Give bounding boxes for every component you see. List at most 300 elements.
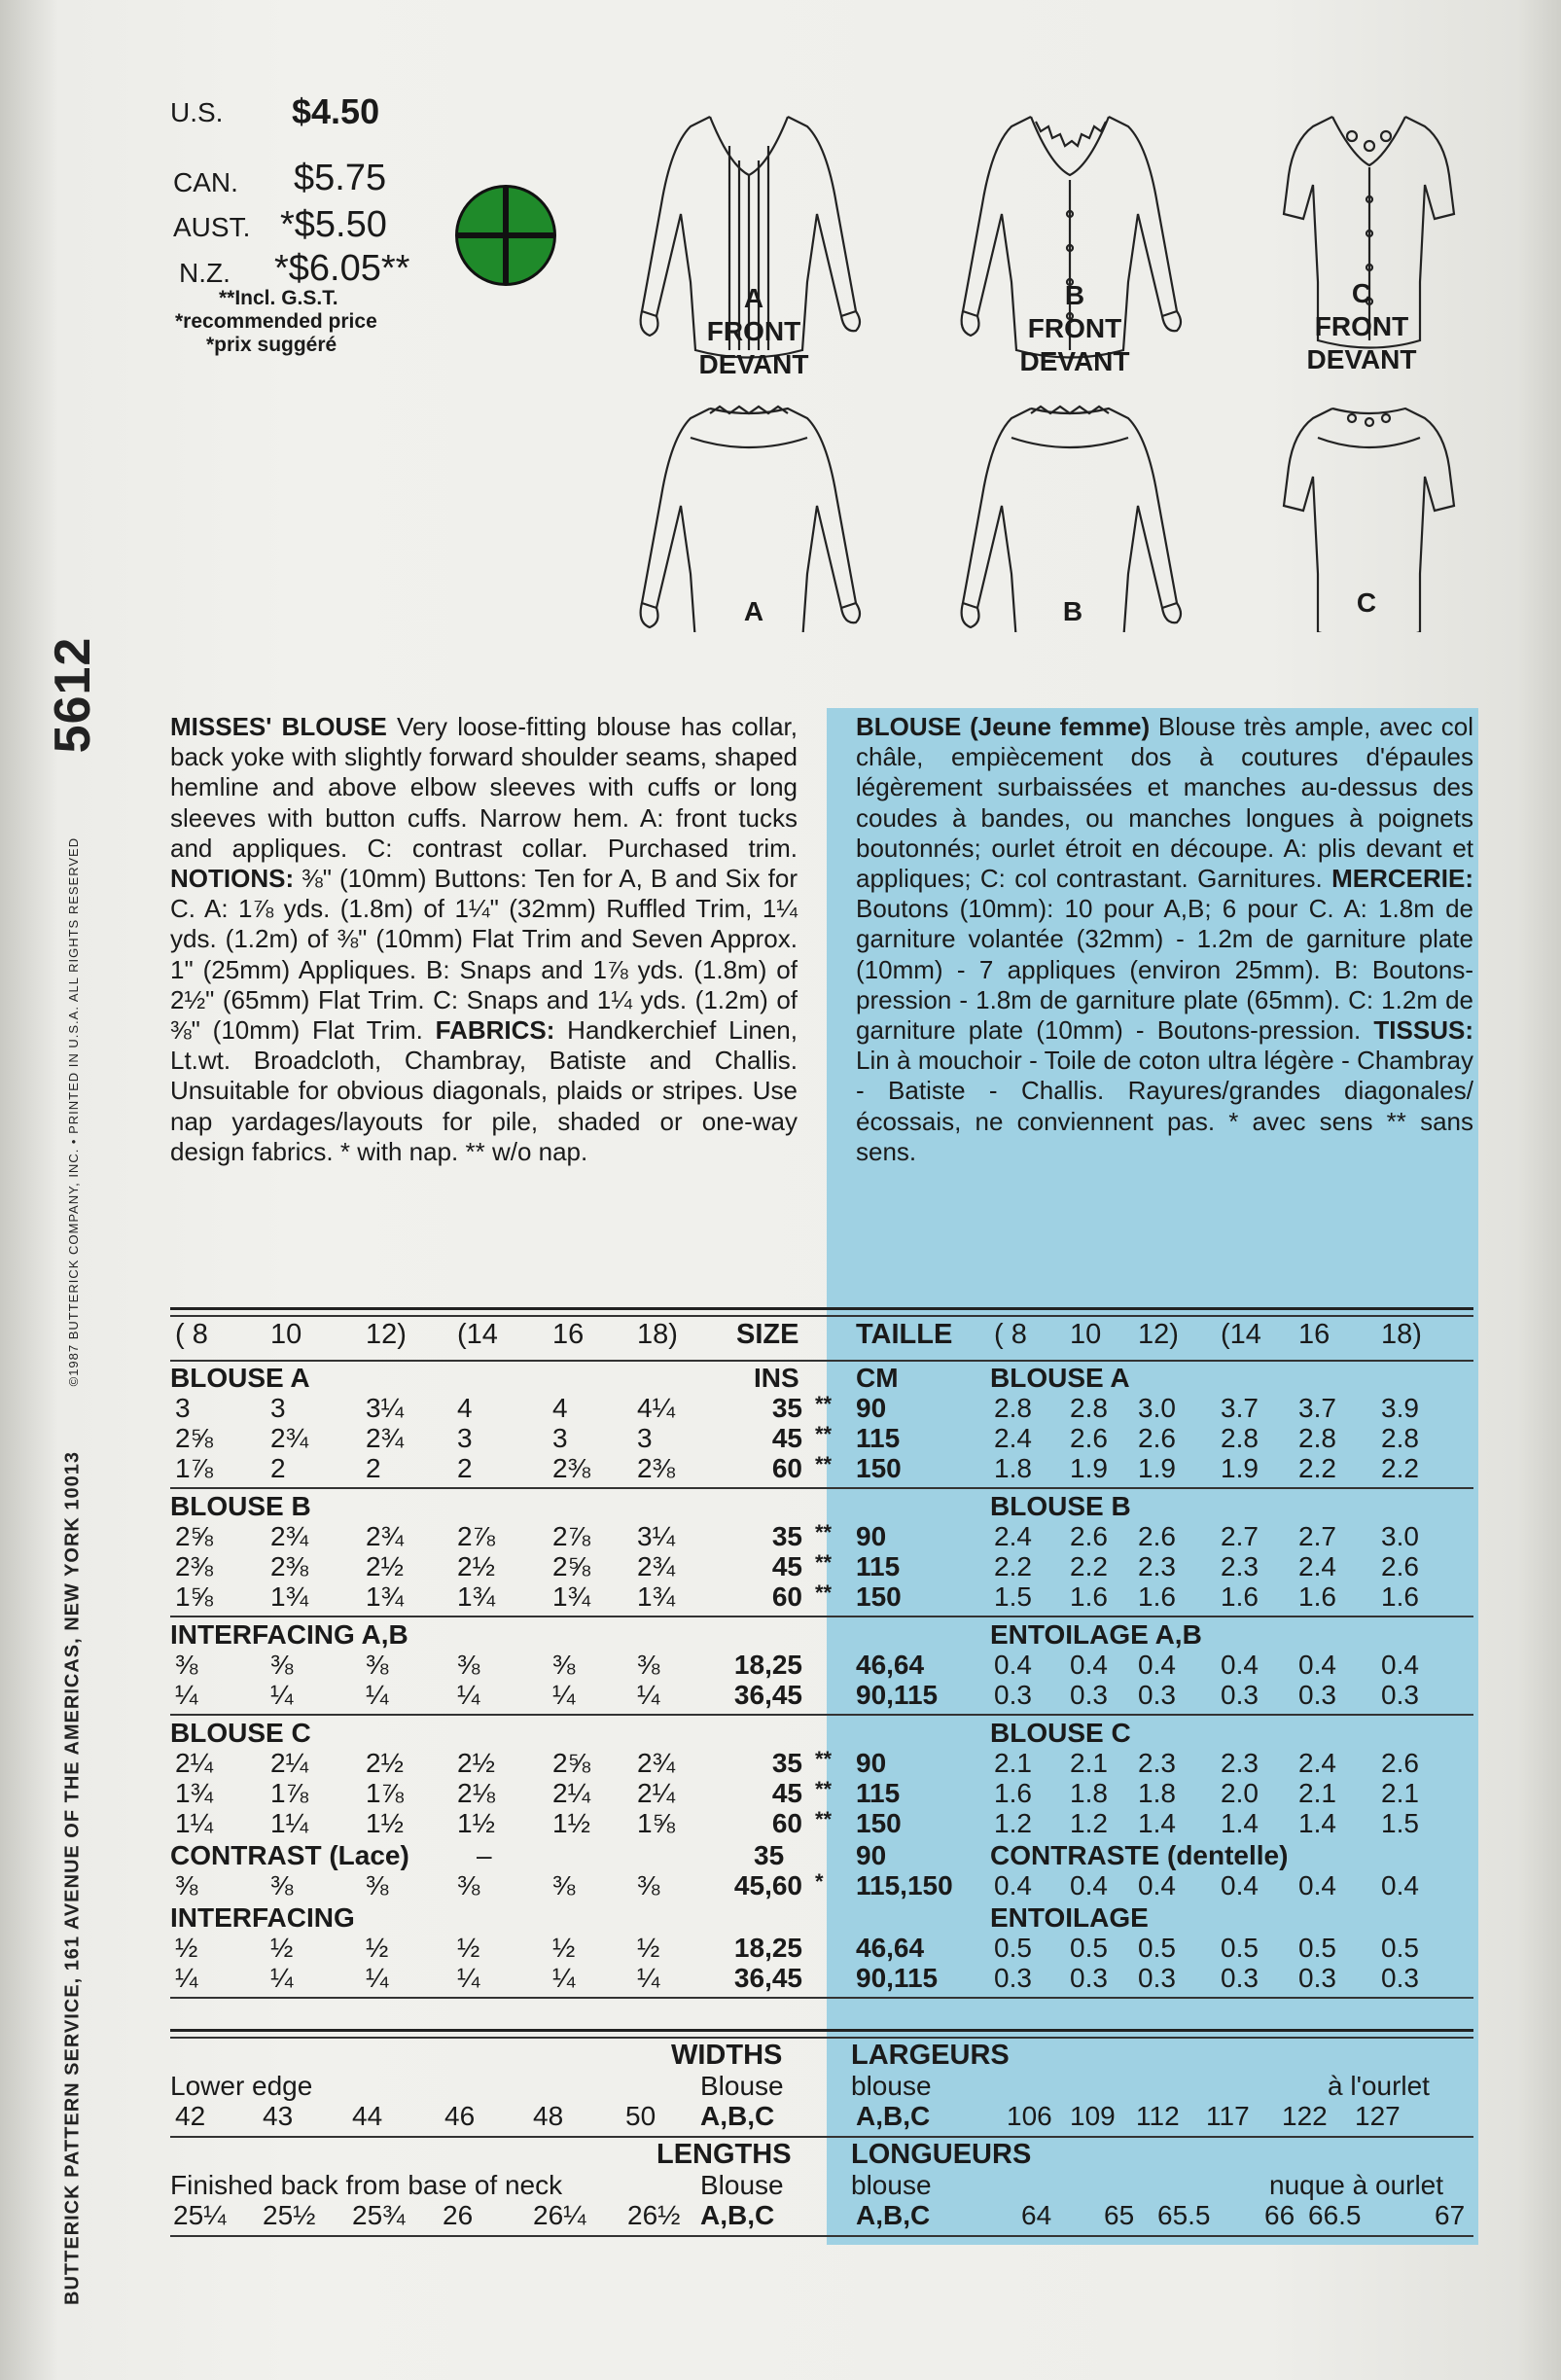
nap-marker: ** bbox=[815, 1747, 833, 1771]
description-french: BLOUSE (Jeune femme) Blouse très ample, avec col châle, empiècement dos à coutures d'épaules légèrement surbaissées et manches au-dessus des coudes à bandes, ou manches longues à poignets boutonnés; ourlet étroit en découpe. A: plis devant et appliques; C: col contrastant. Garnitures. MERCERIE: Boutons (10mm): 10 pour A,B; 6 pour C. A: 1.8m de garniture volantée (32mm) - 1.2m de garniture plate (10mm) - 7 appliques (environ 25mm). B: Boutons-pression - 1.8m de garniture plate (65mm). C: 1.2m de garniture plate (10mm) - Boutons-pression. TISSUS: Lin à mouchoir - Toile de coton ultra légère - Chambray - Batiste - Challis. Rayures/grandes diagonales/écossais, ne conviennent pas. * avec sens ** sans sens. bbox=[856, 712, 1473, 1166]
registration-mark-icon bbox=[455, 185, 556, 286]
yardage-en: ⅜ bbox=[552, 1650, 576, 1680]
size-header-rule bbox=[170, 1360, 1473, 1362]
nap-marker: ** bbox=[815, 1777, 833, 1801]
section-label-fr: BLOUSE B bbox=[990, 1491, 1131, 1521]
size-header-fr: 12) bbox=[1138, 1319, 1179, 1350]
section-rule bbox=[170, 1616, 1473, 1617]
size-header-en: ( 8 bbox=[175, 1319, 208, 1350]
yardage-en: 2⅜ bbox=[637, 1453, 675, 1483]
yardage-fr: 2.3 bbox=[1138, 1551, 1176, 1581]
section-label-en: BLOUSE B bbox=[170, 1491, 311, 1521]
lengths-rule bbox=[170, 2136, 1473, 2138]
view-b-front-label: B FRONT DEVANT bbox=[1019, 280, 1130, 376]
width-fr: 117 bbox=[1206, 2101, 1250, 2131]
yardage-fr: 2.1 bbox=[994, 1748, 1032, 1778]
length-fr: 67 bbox=[1435, 2200, 1466, 2230]
yardage-en: 3¼ bbox=[366, 1393, 404, 1423]
us-price: $4.50 bbox=[292, 91, 380, 131]
section-label-en: BLOUSE C bbox=[170, 1718, 311, 1748]
unit-en: 35 bbox=[754, 1840, 785, 1870]
yardage-en: 2 bbox=[270, 1453, 286, 1483]
length-en: 25½ bbox=[263, 2200, 316, 2230]
width-fr: 112 bbox=[1136, 2101, 1180, 2131]
yardage-fr: 2.3 bbox=[1138, 1748, 1176, 1778]
largeurs-title: LARGEURS bbox=[851, 2040, 1010, 2071]
yardage-en: ½ bbox=[552, 1933, 576, 1963]
yardage-fr: 2.3 bbox=[1221, 1748, 1259, 1778]
nz-label: N.Z. bbox=[179, 258, 231, 288]
fabric-width-en: 45,60 bbox=[733, 1870, 802, 1900]
yardage-en: 2½ bbox=[457, 1551, 495, 1581]
yardage-fr: 1.5 bbox=[994, 1581, 1032, 1612]
yardage-fr: 0.4 bbox=[1221, 1870, 1259, 1900]
yardage-fr: 1.6 bbox=[1070, 1581, 1108, 1612]
section-label-fr: ENTOILAGE bbox=[990, 1902, 1149, 1933]
yardage-en: 2 bbox=[366, 1453, 381, 1483]
length-en: 26½ bbox=[627, 2200, 681, 2230]
fabric-width-en: 35 bbox=[771, 1521, 802, 1551]
yardage-en: ½ bbox=[637, 1933, 660, 1963]
fabric-width-en: 18,25 bbox=[733, 1933, 802, 1963]
width-en: 50 bbox=[625, 2101, 656, 2131]
width-fr: 127 bbox=[1355, 2101, 1401, 2131]
yardage-fr: 0.5 bbox=[1138, 1933, 1176, 1963]
yardage-en: 1⅝ bbox=[637, 1808, 675, 1838]
yardage-fr: 1.6 bbox=[994, 1778, 1032, 1808]
lengths-title: LENGTHS bbox=[656, 2139, 792, 2170]
yardage-en: ⅜ bbox=[552, 1870, 576, 1900]
yardage-fr: 0.3 bbox=[1070, 1680, 1108, 1710]
yardage-fr: 2.4 bbox=[994, 1423, 1032, 1453]
copyright-notice: ©1987 BUTTERICK COMPANY, INC. • PRINTED IN U.S.A. ALL RIGHTS RESERVED bbox=[66, 836, 82, 1387]
yardage-en: ¼ bbox=[457, 1963, 480, 1993]
width-en: 46 bbox=[444, 2101, 476, 2131]
fabric-width-en: 45 bbox=[771, 1423, 802, 1453]
yardage-fr: 1.9 bbox=[1070, 1453, 1108, 1483]
yardage-fr: 0.5 bbox=[1070, 1933, 1108, 1963]
fabric-width-en: 60 bbox=[771, 1581, 802, 1612]
size-header-en: 12) bbox=[366, 1319, 407, 1350]
view-c-back-label: C bbox=[1356, 587, 1377, 618]
yardage-en: ⅜ bbox=[175, 1870, 198, 1900]
nap-marker: * bbox=[815, 1869, 824, 1894]
yardage-fr: 0.4 bbox=[994, 1650, 1032, 1680]
width-en: 48 bbox=[533, 2101, 564, 2131]
taille-label: TAILLE bbox=[856, 1319, 953, 1350]
yardage-fr: 2.7 bbox=[1298, 1521, 1336, 1551]
yardage-fr: 1.2 bbox=[1070, 1808, 1108, 1838]
table-top-rule-2 bbox=[170, 1315, 1473, 1317]
yardage-fr: 2.8 bbox=[1070, 1393, 1108, 1423]
widths-views-fr: A,B,C bbox=[856, 2101, 931, 2131]
yardage-en: ⅜ bbox=[270, 1870, 294, 1900]
unit-fr: 90 bbox=[856, 1840, 887, 1870]
size-label: SIZE bbox=[736, 1319, 799, 1350]
recommended-note: *recommended price bbox=[175, 310, 377, 333]
yardage-en: 2 bbox=[457, 1453, 473, 1483]
yardage-fr: 0.3 bbox=[1381, 1680, 1419, 1710]
table-top-rule bbox=[170, 1307, 1473, 1310]
yardage-en: ½ bbox=[270, 1933, 294, 1963]
yardage-fr: 0.3 bbox=[1221, 1963, 1259, 1993]
yardage-en: 2⅝ bbox=[552, 1748, 590, 1778]
yardage-en: 2¾ bbox=[270, 1423, 308, 1453]
yardage-fr: 2.6 bbox=[1138, 1423, 1176, 1453]
yardage-en: ⅜ bbox=[637, 1870, 660, 1900]
nz-price: *$6.05** bbox=[274, 248, 410, 289]
fabric-width-fr: 115 bbox=[856, 1778, 901, 1808]
yardage-en: ⅜ bbox=[366, 1870, 389, 1900]
lengths-blouse-fr: blouse bbox=[851, 2170, 932, 2200]
size-header-en: (14 bbox=[457, 1319, 498, 1350]
fabric-width-fr: 46,64 bbox=[856, 1933, 925, 1963]
yardage-en: ⅜ bbox=[175, 1650, 198, 1680]
size-header-en: 18) bbox=[637, 1319, 678, 1350]
section-label-fr: BLOUSE C bbox=[990, 1718, 1131, 1748]
yardage-fr: 0.5 bbox=[1221, 1933, 1259, 1963]
widths-title: WIDTHS bbox=[671, 2040, 783, 2071]
yardage-en: 1¾ bbox=[366, 1581, 404, 1612]
yardage-en: ⅜ bbox=[270, 1650, 294, 1680]
length-fr: 66.5 bbox=[1308, 2200, 1362, 2230]
yardage-fr: 2.7 bbox=[1221, 1521, 1259, 1551]
yardage-en: 2¾ bbox=[366, 1423, 404, 1453]
yardage-fr: 2.4 bbox=[1298, 1748, 1336, 1778]
yardage-en: ⅜ bbox=[457, 1870, 480, 1900]
section-label-en: INTERFACING bbox=[170, 1902, 355, 1933]
yardage-en: 1⅝ bbox=[175, 1581, 213, 1612]
fabric-width-fr: 150 bbox=[856, 1581, 902, 1612]
view-c-front-label: C FRONT DEVANT bbox=[1306, 278, 1417, 374]
yardage-en: ½ bbox=[175, 1933, 198, 1963]
yardage-fr: 1.5 bbox=[1381, 1808, 1419, 1838]
yardage-fr: 2.1 bbox=[1070, 1748, 1108, 1778]
fabric-width-en: 35 bbox=[771, 1393, 802, 1423]
yardage-en: ⅜ bbox=[366, 1650, 389, 1680]
section-rule bbox=[170, 1997, 1473, 1999]
yardage-fr: 3.0 bbox=[1138, 1393, 1176, 1423]
widths-blouse-en: Blouse bbox=[700, 2071, 784, 2101]
yardage-fr: 1.2 bbox=[994, 1808, 1032, 1838]
yardage-en: 2¼ bbox=[637, 1778, 675, 1808]
yardage-en: 1½ bbox=[552, 1808, 590, 1838]
width-en: 42 bbox=[175, 2101, 206, 2131]
fabric-width-en: 60 bbox=[771, 1453, 802, 1483]
yardage-fr: 0.4 bbox=[1298, 1650, 1336, 1680]
description-english: MISSES' BLOUSE Very loose-fitting blouse has collar, back yoke with slightly forward shoulder seams, shaped hemline and above elbow sleeves with cuffs or long sleeves with button cuffs. Narrow hem. A: front tucks and appliques. C: contrast collar. Purchased trim. NOTIONS: ⅜" (10mm) Buttons: Ten for A, B and Six for C. A: 1⅞ yds. (1.8m) of 1¼" (32mm) Ruffled Trim, 1¼ yds. (1.2m) of ⅜" (10mm) Flat Trim and Seven Approx. 1" (25mm) Appliques. B: Snaps and 1⅞ yds. (1.8m) of 2½" (65mm) Flat Trim. C: Snaps and 1¼ yds. (1.2m) of ⅜" (10mm) Flat Trim. FABRICS: Handkerchief Linen, Lt.wt. Broadcloth, Chambray, Batiste and Challis. Unsuitable for obvious diagonals, plaids or stripes. Use nap yardages/layouts for pile, shaded or one-way design fabrics. * with nap. ** w/o nap. bbox=[170, 712, 798, 1166]
fabric-width-fr: 90,115 bbox=[856, 1963, 939, 1993]
yardage-fr: 0.3 bbox=[1298, 1680, 1336, 1710]
yardage-en: ¼ bbox=[637, 1963, 660, 1993]
aust-label: AUST. bbox=[173, 212, 251, 242]
yardage-en: 2⅜ bbox=[175, 1551, 213, 1581]
yardage-fr: 2.2 bbox=[1070, 1551, 1108, 1581]
aust-price: *$5.50 bbox=[280, 204, 387, 245]
length-fr: 65 bbox=[1104, 2200, 1135, 2230]
yardage-fr: 1.8 bbox=[1138, 1778, 1176, 1808]
widths-top-rule-2 bbox=[170, 2037, 1473, 2039]
yardage-en: 1⅞ bbox=[366, 1778, 404, 1808]
yardage-fr: 0.4 bbox=[1221, 1650, 1259, 1680]
yardage-fr: 0.3 bbox=[1138, 1963, 1176, 1993]
fabric-width-fr: 150 bbox=[856, 1453, 902, 1483]
yardage-fr: 1.6 bbox=[1298, 1581, 1336, 1612]
view-b-back-label: B bbox=[1062, 596, 1083, 626]
lower-edge-label: Lower edge bbox=[170, 2071, 313, 2101]
yardage-fr: 2.2 bbox=[994, 1551, 1032, 1581]
yardage-en: 1¾ bbox=[457, 1581, 495, 1612]
yardage-en: 2¾ bbox=[637, 1748, 675, 1778]
yardage-en: 1¾ bbox=[175, 1778, 213, 1808]
longueurs-title: LONGUEURS bbox=[851, 2139, 1032, 2170]
yardage-en: 2¼ bbox=[552, 1778, 590, 1808]
section-label-en: INTERFACING A,B bbox=[170, 1619, 408, 1650]
yardage-fr: 0.4 bbox=[994, 1870, 1032, 1900]
yardage-fr: 2.8 bbox=[1298, 1423, 1336, 1453]
fabric-width-fr: 150 bbox=[856, 1808, 902, 1838]
yardage-fr: 2.1 bbox=[1381, 1778, 1419, 1808]
width-en: 43 bbox=[263, 2101, 294, 2131]
yardage-en: ⅜ bbox=[637, 1650, 660, 1680]
yardage-fr: 2.0 bbox=[1221, 1778, 1259, 1808]
size-header-en: 16 bbox=[552, 1319, 585, 1350]
yardage-en: ⅜ bbox=[457, 1650, 480, 1680]
yardage-en: 2⅞ bbox=[457, 1521, 495, 1551]
section-label-fr: BLOUSE A bbox=[990, 1363, 1130, 1393]
yardage-fr: 1.4 bbox=[1221, 1808, 1259, 1838]
yardage-fr: 2.2 bbox=[1298, 1453, 1336, 1483]
yardage-en: ¼ bbox=[366, 1963, 389, 1993]
length-fr: 65.5 bbox=[1157, 2200, 1211, 2230]
section-label-en: BLOUSE A bbox=[170, 1363, 310, 1393]
fabric-width-en: 45 bbox=[771, 1778, 802, 1808]
yardage-en: 2½ bbox=[457, 1748, 495, 1778]
fabric-width-fr: 90 bbox=[856, 1521, 887, 1551]
yardage-fr: 0.4 bbox=[1138, 1650, 1176, 1680]
yardage-fr: 2.6 bbox=[1381, 1748, 1419, 1778]
yardage-fr: 1.6 bbox=[1221, 1581, 1259, 1612]
yardage-fr: 0.3 bbox=[1138, 1680, 1176, 1710]
yardage-en: 1¼ bbox=[175, 1808, 213, 1838]
yardage-en: ¼ bbox=[637, 1680, 660, 1710]
fabric-width-en: 45 bbox=[771, 1551, 802, 1581]
yardage-en: 4 bbox=[552, 1393, 568, 1423]
section-label-en: CONTRAST (Lace) bbox=[170, 1840, 409, 1870]
yardage-en: 2½ bbox=[366, 1551, 404, 1581]
section-label-fr: CONTRASTE (dentelle) bbox=[990, 1840, 1289, 1870]
nap-marker: ** bbox=[815, 1422, 833, 1446]
yardage-en: 2¼ bbox=[270, 1748, 308, 1778]
size-header-en: 10 bbox=[270, 1319, 302, 1350]
yardage-en: 1¾ bbox=[637, 1581, 675, 1612]
yardage-fr: 2.1 bbox=[1298, 1778, 1336, 1808]
yardage-en: 2⅝ bbox=[175, 1521, 213, 1551]
yardage-en: ¼ bbox=[175, 1680, 198, 1710]
lengths-blouse-en: Blouse bbox=[700, 2170, 784, 2200]
fabric-width-fr: 90 bbox=[856, 1393, 887, 1423]
dash: – bbox=[477, 1840, 492, 1870]
yardage-fr: 2.6 bbox=[1138, 1521, 1176, 1551]
yardage-fr: 0.5 bbox=[1298, 1933, 1336, 1963]
fabric-width-fr: 90 bbox=[856, 1748, 887, 1778]
fabric-width-en: 60 bbox=[771, 1808, 802, 1838]
size-header-fr: (14 bbox=[1221, 1319, 1261, 1350]
fabric-width-fr: 115 bbox=[856, 1423, 901, 1453]
yardage-en: 3¼ bbox=[637, 1521, 675, 1551]
yardage-fr: 0.5 bbox=[1381, 1933, 1419, 1963]
yardage-en: 1¼ bbox=[270, 1808, 308, 1838]
yardage-en: 3 bbox=[270, 1393, 286, 1423]
yardage-en: ½ bbox=[366, 1933, 389, 1963]
pattern-number: 5612 bbox=[45, 636, 101, 754]
nap-marker: ** bbox=[815, 1807, 833, 1831]
yardage-fr: 2.2 bbox=[1381, 1453, 1419, 1483]
yardage-fr: 0.4 bbox=[1381, 1870, 1419, 1900]
yardage-fr: 0.4 bbox=[1138, 1870, 1176, 1900]
yardage-en: 3 bbox=[552, 1423, 568, 1453]
yardage-en: 3 bbox=[457, 1423, 473, 1453]
fabric-width-en: 36,45 bbox=[733, 1680, 802, 1710]
fabric-width-fr: 115 bbox=[856, 1551, 901, 1581]
yardage-en: ¼ bbox=[175, 1963, 198, 1993]
yardage-en: 2¼ bbox=[175, 1748, 213, 1778]
can-price: $5.75 bbox=[294, 158, 387, 198]
yardage-en: ¼ bbox=[270, 1963, 294, 1993]
yardage-en: 2¾ bbox=[366, 1521, 404, 1551]
yardage-fr: 1.6 bbox=[1381, 1581, 1419, 1612]
section-rule bbox=[170, 1714, 1473, 1716]
width-fr: 122 bbox=[1282, 2101, 1328, 2131]
table-bottom-rule bbox=[170, 2235, 1473, 2237]
width-fr: 109 bbox=[1070, 2101, 1116, 2131]
length-en: 26¼ bbox=[533, 2200, 586, 2230]
section-rule bbox=[170, 1487, 1473, 1489]
yardage-en: 2½ bbox=[366, 1748, 404, 1778]
length-en: 26 bbox=[443, 2200, 474, 2230]
yardage-en: 3 bbox=[175, 1393, 191, 1423]
yardage-en: 2¾ bbox=[270, 1521, 308, 1551]
view-a-back-label: A bbox=[743, 596, 764, 626]
yardage-en: 2⅛ bbox=[457, 1778, 495, 1808]
yardage-fr: 2.6 bbox=[1070, 1423, 1108, 1453]
widths-top-rule bbox=[170, 2029, 1473, 2032]
fabric-width-en: 18,25 bbox=[733, 1650, 802, 1680]
yardage-fr: 0.4 bbox=[1070, 1870, 1108, 1900]
yardage-en: 2¾ bbox=[637, 1551, 675, 1581]
size-header-fr: 10 bbox=[1070, 1319, 1102, 1350]
fabric-width-en: 35 bbox=[771, 1748, 802, 1778]
yardage-en: ¼ bbox=[457, 1680, 480, 1710]
yardage-fr: 1.4 bbox=[1138, 1808, 1176, 1838]
nap-marker: ** bbox=[815, 1550, 833, 1575]
yardage-fr: 3.0 bbox=[1381, 1521, 1419, 1551]
yardage-fr: 0.3 bbox=[994, 1680, 1032, 1710]
yardage-en: 3 bbox=[637, 1423, 653, 1453]
yardage-fr: 2.3 bbox=[1221, 1551, 1259, 1581]
length-fr: 64 bbox=[1021, 2200, 1052, 2230]
yardage-fr: 2.8 bbox=[994, 1393, 1032, 1423]
yardage-fr: 1.4 bbox=[1298, 1808, 1336, 1838]
widths-blouse-fr: blouse bbox=[851, 2071, 932, 2101]
yardage-en: 1¾ bbox=[552, 1581, 590, 1612]
yardage-fr: 1.8 bbox=[994, 1453, 1032, 1483]
gst-note: **Incl. G.S.T. bbox=[219, 287, 338, 309]
yardage-fr: 1.6 bbox=[1138, 1581, 1176, 1612]
yardage-en: 2⅝ bbox=[552, 1551, 590, 1581]
unit-en: INS bbox=[754, 1363, 799, 1393]
yardage-fr: 0.3 bbox=[1221, 1680, 1259, 1710]
sidebar-text bbox=[44, 68, 101, 2305]
length-en: 25¼ bbox=[173, 2200, 227, 2230]
unit-fr: CM bbox=[856, 1363, 899, 1393]
yardage-en: 1¾ bbox=[270, 1581, 308, 1612]
yardage-fr: 0.4 bbox=[1298, 1870, 1336, 1900]
yardage-fr: 0.3 bbox=[1070, 1963, 1108, 1993]
yardage-en: ¼ bbox=[366, 1680, 389, 1710]
finished-back-label: Finished back from base of neck bbox=[170, 2170, 563, 2200]
yardage-en: 1½ bbox=[457, 1808, 495, 1838]
yardage-en: 1⅞ bbox=[270, 1778, 308, 1808]
size-header-fr: ( 8 bbox=[994, 1319, 1027, 1350]
width-en: 44 bbox=[352, 2101, 383, 2131]
yardage-en: 4 bbox=[457, 1393, 473, 1423]
size-header-fr: 18) bbox=[1381, 1319, 1422, 1350]
fabric-width-en: 36,45 bbox=[733, 1963, 802, 1993]
yardage-fr: 2.8 bbox=[1221, 1423, 1259, 1453]
yardage-en: 1⅞ bbox=[175, 1453, 213, 1483]
fabric-width-fr: 46,64 bbox=[856, 1650, 925, 1680]
size-header-fr: 16 bbox=[1298, 1319, 1330, 1350]
yardage-fr: 2.6 bbox=[1381, 1551, 1419, 1581]
yardage-fr: 3.9 bbox=[1381, 1393, 1419, 1423]
widths-views-en: A,B,C bbox=[700, 2101, 775, 2131]
length-en: 25¾ bbox=[352, 2200, 406, 2230]
width-fr: 106 bbox=[1007, 2101, 1052, 2131]
fabric-width-fr: 90,115 bbox=[856, 1680, 939, 1710]
suggested-note: *prix suggéré bbox=[206, 334, 337, 356]
section-label-fr: ENTOILAGE A,B bbox=[990, 1619, 1202, 1650]
nap-marker: ** bbox=[815, 1392, 833, 1416]
yardage-fr: 0.5 bbox=[994, 1933, 1032, 1963]
length-fr: 66 bbox=[1264, 2200, 1295, 2230]
yardage-fr: 2.4 bbox=[994, 1521, 1032, 1551]
yardage-en: ½ bbox=[457, 1933, 480, 1963]
yardage-fr: 3.7 bbox=[1221, 1393, 1259, 1423]
yardage-en: 2⅞ bbox=[552, 1521, 590, 1551]
view-a-front-label: A FRONT DEVANT bbox=[698, 283, 809, 379]
yardage-fr: 1.9 bbox=[1138, 1453, 1176, 1483]
yardage-en: ¼ bbox=[270, 1680, 294, 1710]
nap-marker: ** bbox=[815, 1452, 833, 1476]
us-label: U.S. bbox=[170, 97, 224, 127]
yardage-fr: 2.6 bbox=[1070, 1521, 1108, 1551]
yardage-en: 4¼ bbox=[637, 1393, 675, 1423]
yardage-en: 2⅜ bbox=[552, 1453, 590, 1483]
yardage-fr: 0.4 bbox=[1070, 1650, 1108, 1680]
yardage-en: 1½ bbox=[366, 1808, 404, 1838]
yardage-fr: 1.9 bbox=[1221, 1453, 1259, 1483]
nuque-label: nuque à ourlet bbox=[1269, 2170, 1444, 2200]
yardage-en: ¼ bbox=[552, 1963, 576, 1993]
yardage-fr: 2.8 bbox=[1381, 1423, 1419, 1453]
lengths-views-en: A,B,C bbox=[700, 2200, 775, 2230]
yardage-fr: 3.7 bbox=[1298, 1393, 1336, 1423]
yardage-fr: 0.3 bbox=[994, 1963, 1032, 1993]
yardage-en: ¼ bbox=[552, 1680, 576, 1710]
yardage-fr: 2.4 bbox=[1298, 1551, 1336, 1581]
lengths-views-fr: A,B,C bbox=[856, 2200, 931, 2230]
